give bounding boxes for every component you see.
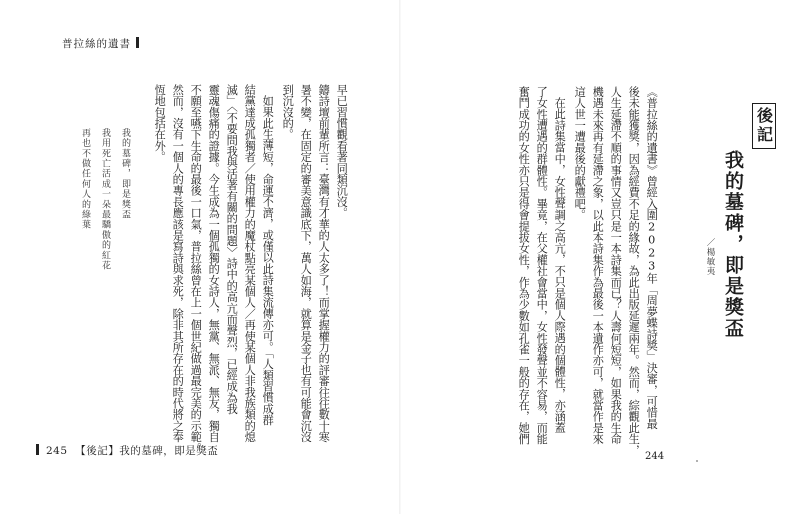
footer-title: 【後記】我的墓碑，即是獎盃 — [75, 445, 219, 457]
body-column: 人生延滯不順的事情又豈只是一本詩集而已？人壽何短短，如果我的生命 — [609, 86, 623, 445]
page-number: 244 — [645, 451, 665, 462]
right-page — [400, 0, 800, 514]
body-column: 機遇未來再有延滯之象，以此本詩集作為最後一本遺作亦可，就當作是來 — [591, 86, 605, 445]
page-mark — [696, 460, 698, 462]
body-column: 如果此生薄短，命運不濟，或僅以此詩集流傳亦可。「人類習慣成群 — [261, 95, 275, 426]
author-byline: ／楊敏夷 — [705, 238, 715, 276]
body-column: 到沉沒的。 — [281, 84, 295, 140]
poem-line: 再也不做任何人的綠葉 — [80, 128, 90, 230]
body-column: 然而，沒有一個人的專長應該是寫詩與求死，除非其所存在的時代將之奉 — [171, 84, 185, 443]
body-column: 奮鬥成功的女性亦只是得會提拔女性，作為少數如孔雀一般的存在，她們 — [517, 86, 531, 445]
body-column: 在此詩集當中，女性聲調之高亢，不只是個人際遇的個體性，亦涵蓋 — [553, 97, 567, 433]
running-header — [62, 36, 139, 51]
section-tag-label: 後記 — [754, 107, 774, 145]
body-column: 鑄詩壇前輩所言：臺灣有才華的人太多了！而掌握權力的評審往往數十寒 — [317, 84, 331, 443]
body-column: 早已習慣觀看著同類沉沒。 — [335, 84, 349, 219]
body-column: 了女性遭遇的群體性。畢竟，在父權社會當中，女性發聲並不容易，而能 — [535, 86, 549, 445]
body-column: 後未能獲獎，因為經費不足的緣故，為此出版延遲兩年。然而，綜觀此生， — [627, 86, 641, 456]
poem-line: 我用死亡活成一朵最驕傲的紅花 — [100, 128, 110, 271]
body-column: 不願至嚥下生命的最後一口氣，普拉絲曾在上一個世紀做過最完美的示範。 — [189, 84, 203, 454]
page-number: 245 — [46, 445, 68, 457]
body-column: 這人世一遭最後的獻禮吧。 — [573, 86, 587, 221]
body-column: 滅」〈不要問我與活著有關的問題〉詩中的高亢而聲烈，已經成為我 — [225, 84, 239, 415]
footer-bar — [36, 444, 39, 455]
body-column: 結黨達成孤獨者／使用權力的魔杖點亮某個人／再使某個人非我族類的熄 — [243, 84, 257, 443]
body-column: 暑不變，在固定的審美意識底下，萬人如海，就算是金子也有可能會沉沒 — [299, 84, 313, 443]
poem-line: 我的墓碑，即是獎盃 — [120, 128, 130, 220]
body-column: 靈魂傷痛的證據。今生成為一個孤獨的女詩人，無黨、無派、無友，獨自 — [207, 84, 221, 443]
page-footer — [36, 443, 218, 458]
body-column: 《普拉絲的遺書》曾經入圍2023年「周夢蝶詩獎」決審，可惜最 — [645, 86, 659, 430]
section-tag — [752, 103, 776, 149]
body-column: 恆地包括在外。 — [153, 84, 167, 163]
running-header-bar — [136, 37, 139, 48]
chapter-title: 我的墓碑，即是獎盃 — [722, 150, 744, 339]
running-header-text: 普拉絲的遺書 — [62, 38, 131, 50]
